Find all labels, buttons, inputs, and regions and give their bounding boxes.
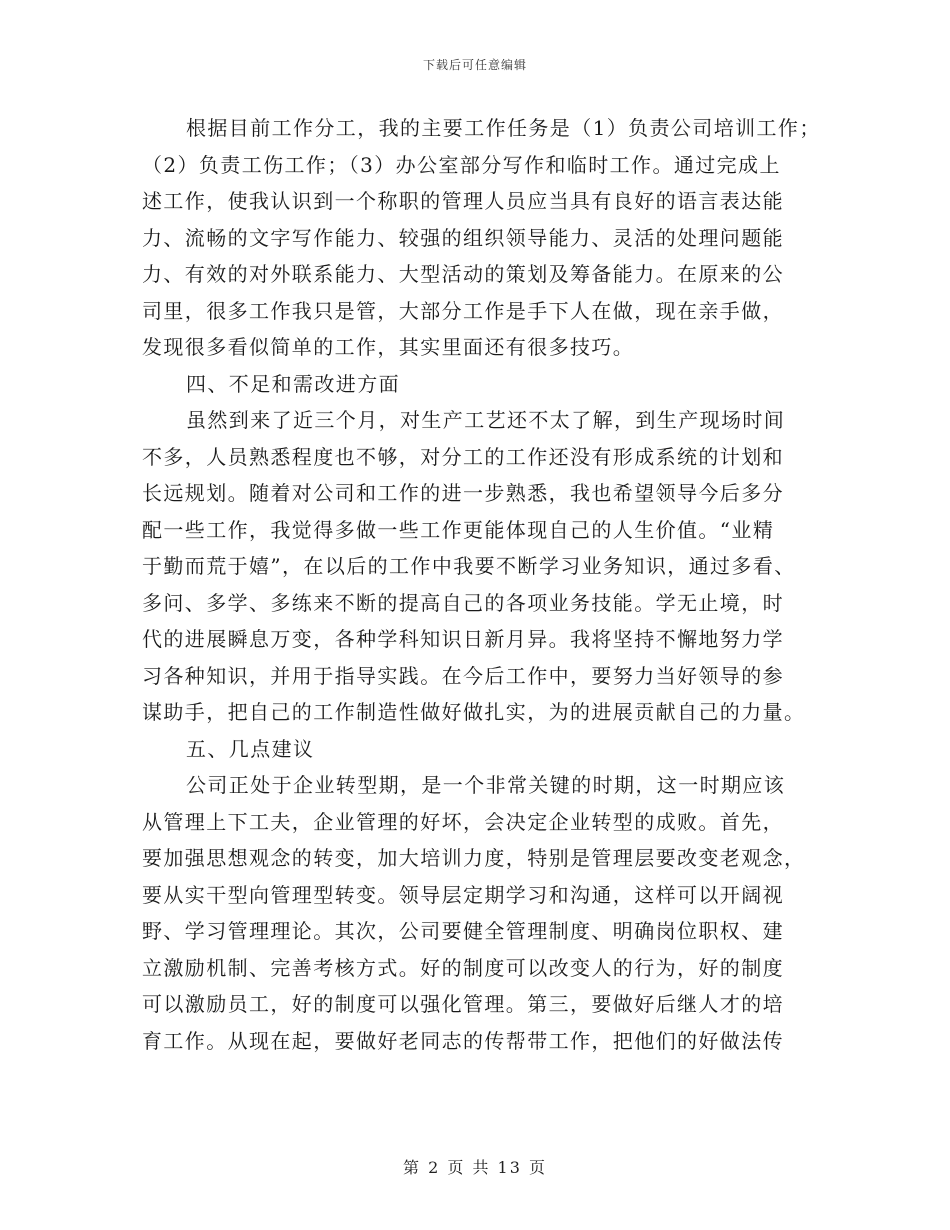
paragraph-line: 根据目前工作分工，我的主要工作任务是（1）负责公司培训工作； bbox=[186, 116, 821, 140]
paragraph-line: 要从实干型向管理型转变。领导层定期学习和沟通，这样可以开阔视 bbox=[142, 882, 784, 907]
paragraph-line: 野、学习管理理论。其次，公司要健全管理制度、明确岗位职权、建 bbox=[142, 919, 784, 943]
paragraph-line: 习各种知识，并用于指导实践。在今后工作中，要努力当好领导的参 bbox=[142, 663, 784, 688]
paragraph-line: 力、流畅的文字写作能力、较强的组织领导能力、灵活的处理问题能 bbox=[142, 225, 784, 250]
paragraph-line: 育工作。从现在起，要做好老同志的传帮带工作，把他们的好做法传 bbox=[142, 1028, 784, 1053]
paragraph-line: 配一些工作，我觉得多做一些工作更能体现自己的人生价值。“业精 bbox=[142, 517, 775, 542]
section-heading: 四、不足和需改进方面 bbox=[186, 371, 400, 396]
paragraph-line: 从管理上下工夫，企业管理的好坏，会决定企业转型的成败。首先， bbox=[142, 809, 784, 834]
paragraph-line: 发现很多看似简单的工作，其实里面还有很多技巧。 bbox=[142, 335, 635, 359]
paragraph-line: 力、有效的对外联系能力、大型活动的策划及筹备能力。在原来的公 bbox=[142, 262, 784, 286]
paragraph-line: 公司正处于企业转型期，是一个非常关键的时期，这一时期应该 bbox=[186, 773, 786, 797]
paragraph-line: 谋助手，把自己的工作制造性做好做扎实，为的进展贡献自己的力量。 bbox=[142, 700, 806, 724]
paragraph-line: 于勤而荒于嬉”，在以后的工作中我要不断学习业务知识，通过多看、 bbox=[142, 554, 796, 578]
document-body bbox=[142, 110, 821, 1059]
paragraph-line: 不多，人员熟悉程度也不够，对分工的工作还没有形成系统的计划和 bbox=[142, 444, 784, 469]
paragraph-line: 多问、多学、多练来不断的提高自己的各项业务技能。学无止境，时 bbox=[142, 590, 784, 615]
paragraph-line: 长远规划。随着对公司和工作的进一步熟悉，我也希望领导今后多分 bbox=[142, 481, 784, 505]
paragraph-line: 代的进展瞬息万变，各种学科知识日新月异。我将坚持不懈地努力学 bbox=[142, 627, 784, 651]
section-heading: 五、几点建议 bbox=[186, 736, 315, 761]
page-header: 下载后可任意编辑 bbox=[422, 58, 527, 72]
paragraph-line: 可以激励员工，好的制度可以强化管理。第三，要做好后继人才的培 bbox=[142, 992, 784, 1016]
page-number-footer: 第 2 页 共 13 页 bbox=[403, 1158, 547, 1177]
paragraph-line: 虽然到来了近三个月，对生产工艺还不太了解，到生产现场时间 bbox=[186, 408, 786, 432]
paragraph-line: 立激励机制、完善考核方式。好的制度可以改变人的行为，好的制度 bbox=[142, 955, 784, 980]
paragraph-line: （2）负责工伤工作；（3）办公室部分写作和临时工作。通过完成上 bbox=[142, 152, 781, 177]
paragraph-line: 述工作，使我认识到一个称职的管理人员应当具有良好的语言表达能 bbox=[142, 189, 784, 213]
paragraph-line: 司里，很多工作我只是管，大部分工作是手下人在做，现在亲手做， bbox=[142, 298, 784, 323]
paragraph-line: 要加强思想观念的转变，加大培训力度，特别是管理层要改变老观念， bbox=[142, 846, 806, 870]
